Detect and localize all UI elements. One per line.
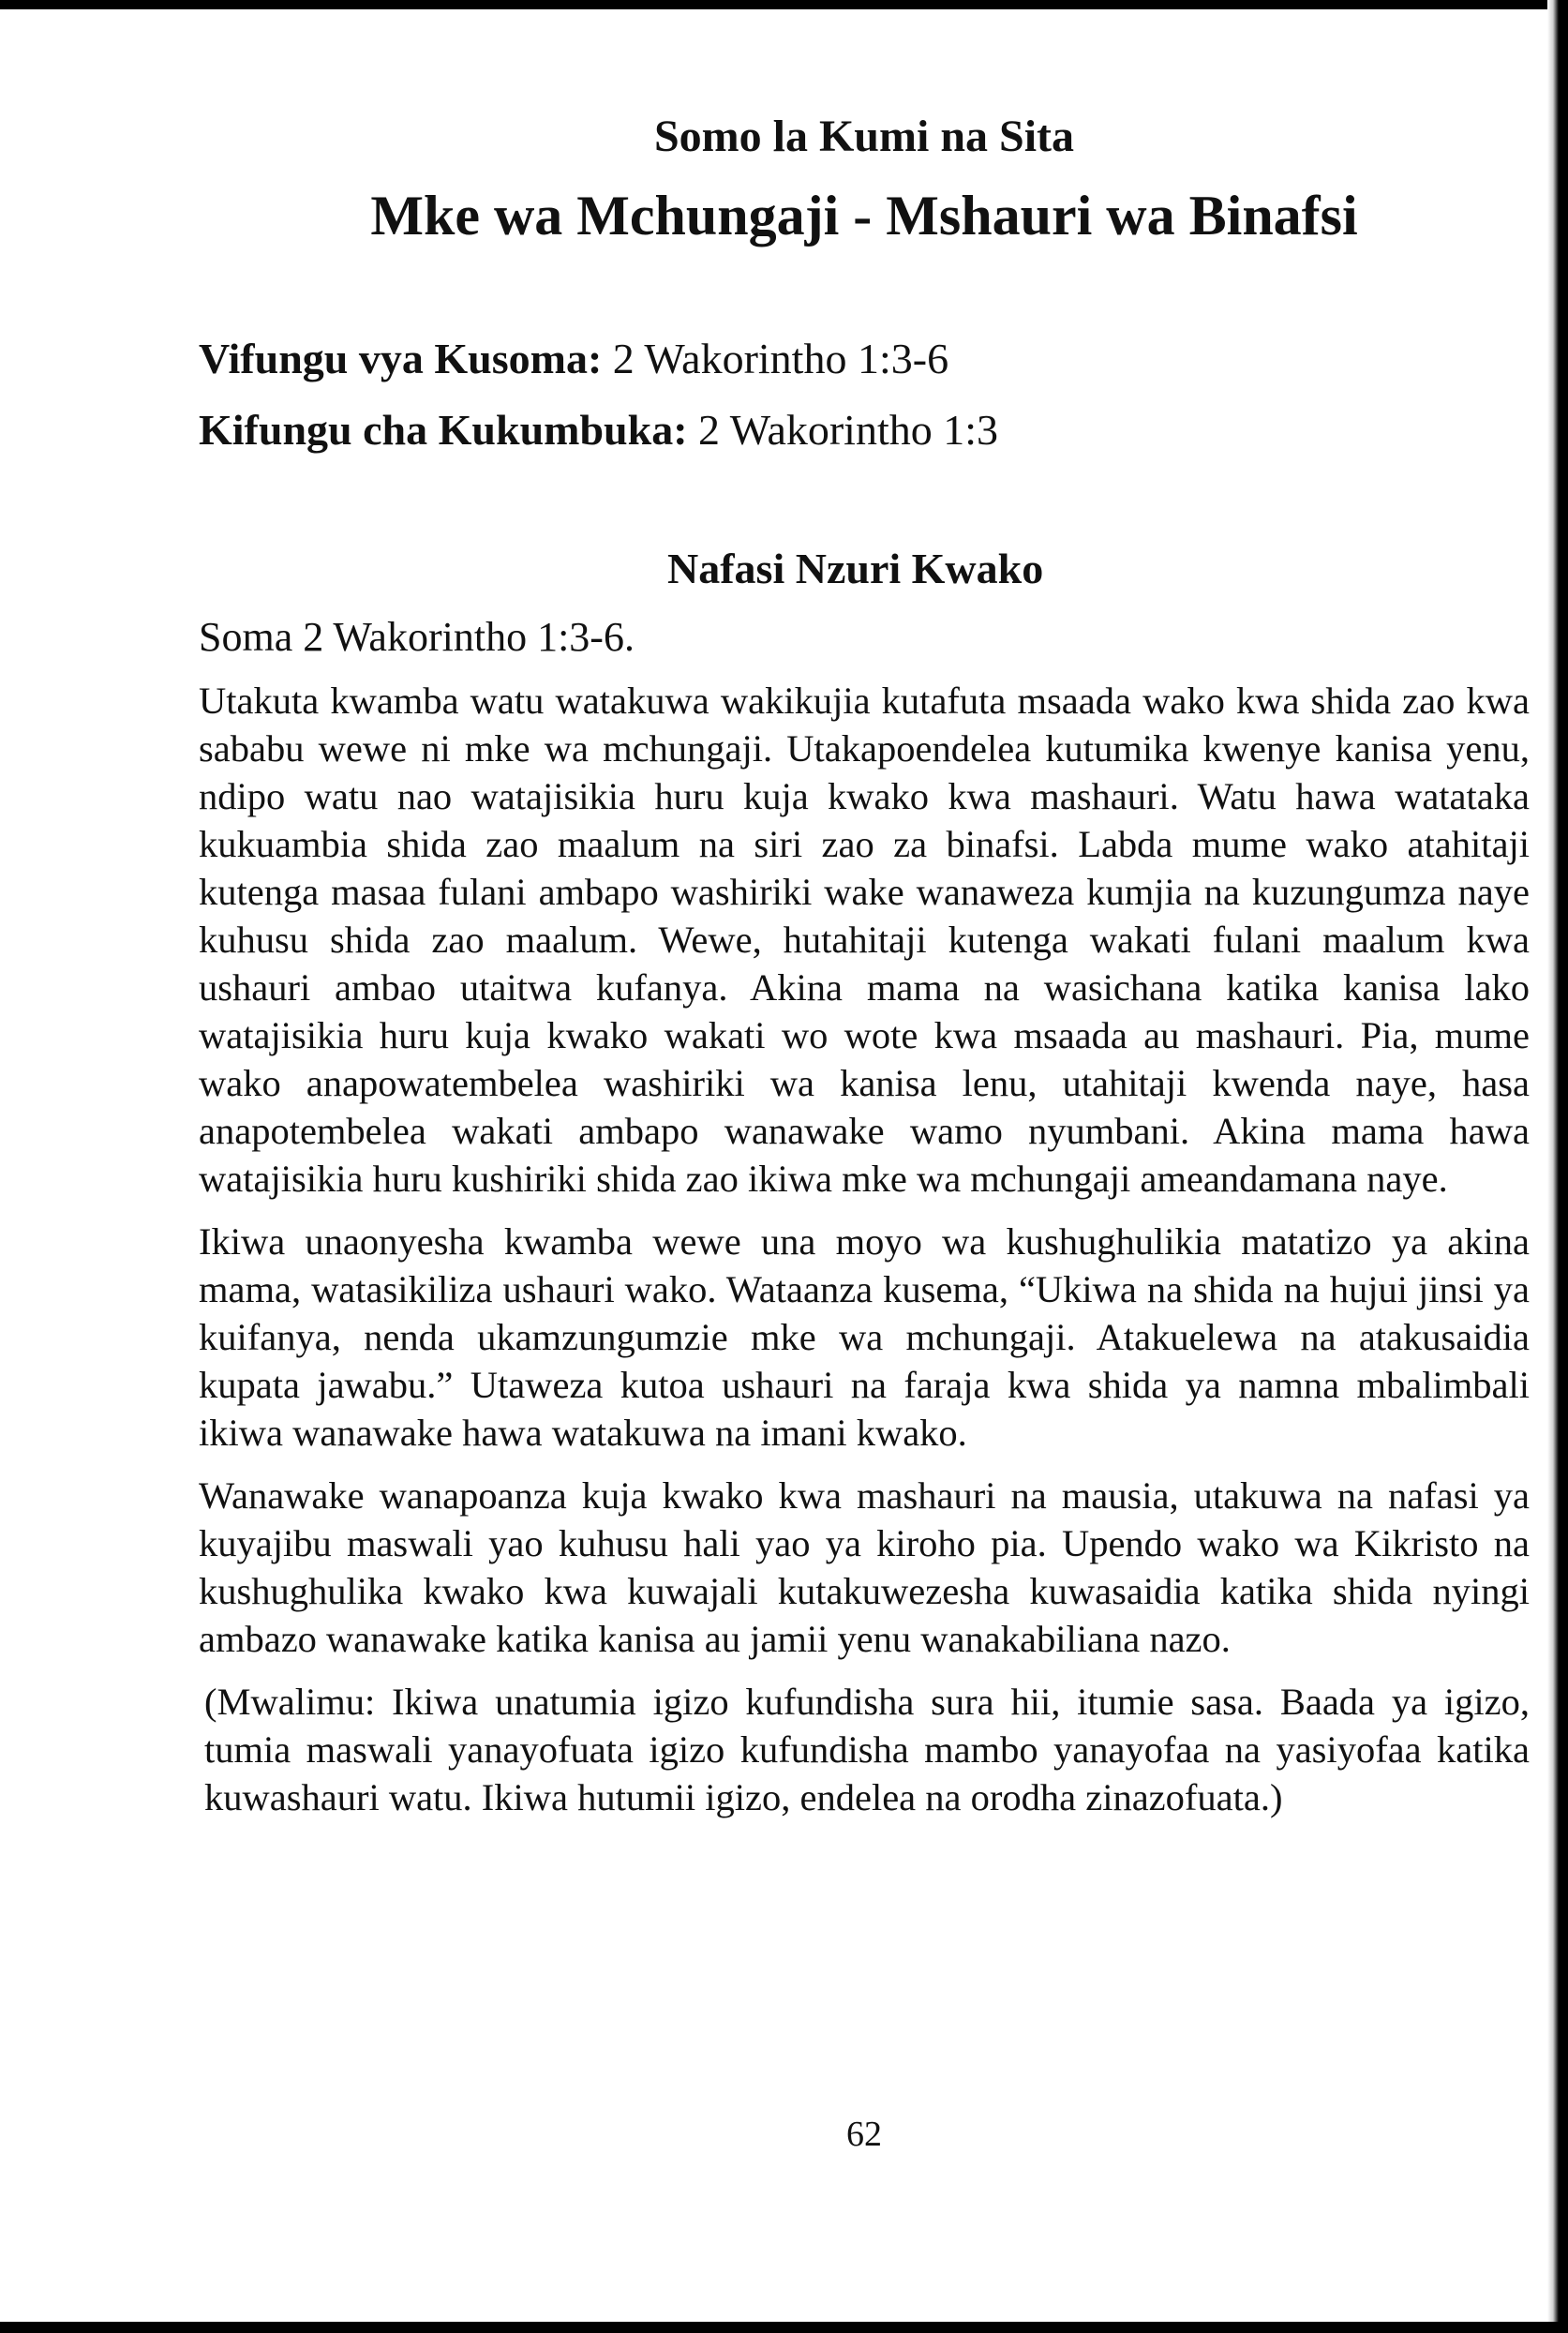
scan-border-top: [0, 0, 1568, 9]
reading-reference-label: Vifungu vya Kusoma:: [199, 335, 603, 382]
paragraph: Wanawake wanapoanza kuja kwako kwa mashauri na mausia, utakuwa na nafasi ya kuyajibu maswali yao kuhusu hali yao ya kiroho pia. Upendo wako wa Kikristo na kushughulika kwako kwa kuwajali kutakuwezesha kuwasaidia katika shida nyingi ambazo wanawake katika kanisa au jamii yenu wanakabiliana nazo.: [199, 1474, 1530, 1660]
reading-reference: [199, 334, 948, 383]
scan-border-right: [1547, 0, 1568, 2333]
lesson-number: Somo la Kumi na Sita: [653, 112, 1075, 161]
memory-verse-reference: [199, 405, 998, 455]
paragraph: Ikiwa unaonyesha kwamba wewe una moyo wa kushughulikia matatizo ya akina mama, watasikiliza ushauri wako. Wataanza kusema, “Ukiwa na shida na hujui jinsi ya kuifanya, nenda ukamzungumzie mke wa mchungaji. Atakuelewa na atakusaidia kupata jawabu.” Utaweza kutoa ushauri na faraja kwa shida ya namna mbalimbali ikiwa wanawake hawa watakuwa na imani kwako.: [199, 1220, 1530, 1454]
section-heading: Nafasi Nzuri Kwako: [667, 545, 1044, 592]
lesson-title: Mke wa Mchungaji - Mshauri wa Binafsi: [370, 185, 1358, 247]
memory-verse-value: 2 Wakorintho 1:3: [698, 406, 999, 454]
body-text: [199, 677, 1530, 1836]
reading-instruction: Soma 2 Wakorintho 1:3-6.: [199, 614, 635, 660]
page-number: 62: [846, 2115, 882, 2154]
teacher-note: (Mwalimu: Ikiwa unatumia igizo kufundisha sura hii, itumie sasa. Baada ya igizo, tumia maswali yanayofuata igizo kufundisha mambo yanayofaa na yasiyofaa katika kuwashauri watu. Ikiwa hutumii igizo, endelea na orodha zinazofuata.): [204, 1681, 1530, 1818]
reading-reference-value: 2 Wakorintho 1:3-6: [612, 335, 949, 382]
scan-border-bottom: [0, 2322, 1568, 2333]
paragraph: Utakuta kwamba watu watakuwa wakikujia kutafuta msaada wako kwa shida zao kwa sababu wewe ni mke wa mchungaji. Utakapoendelea kutumika kwenye kanisa yenu, ndipo watu nao watajisikia huru kuja kwako kwa mashauri. Watu hawa watataka kukuambia shida zao maalum na siri zao za binafsi. Labda mume wako atahitaji kutenga masaa fulani ambapo washiriki wake wanaweza kumjia na kuzungumza naye kuhusu shida zao maalum. Wewe, hutahitaji kutenga wakati fulani maalum kwa ushauri ambao utaitwa kufanya. Akina mama na wasichana katika kanisa lako watajisikia huru kuja kwako wakati wo wote kwa msaada au mashauri. Pia, mume wako anapowatembelea washiriki wa kanisa lenu, utahitaji kwenda naye, hasa anapotembelea wakati ambapo wanawake wamo nyumbani. Akina mama hawa watajisikia huru kushiriki shida zao ikiwa mke wa mchungaji ameandamana naye.: [199, 680, 1530, 1200]
memory-verse-label: Kifungu cha Kukumbuka:: [199, 406, 688, 454]
